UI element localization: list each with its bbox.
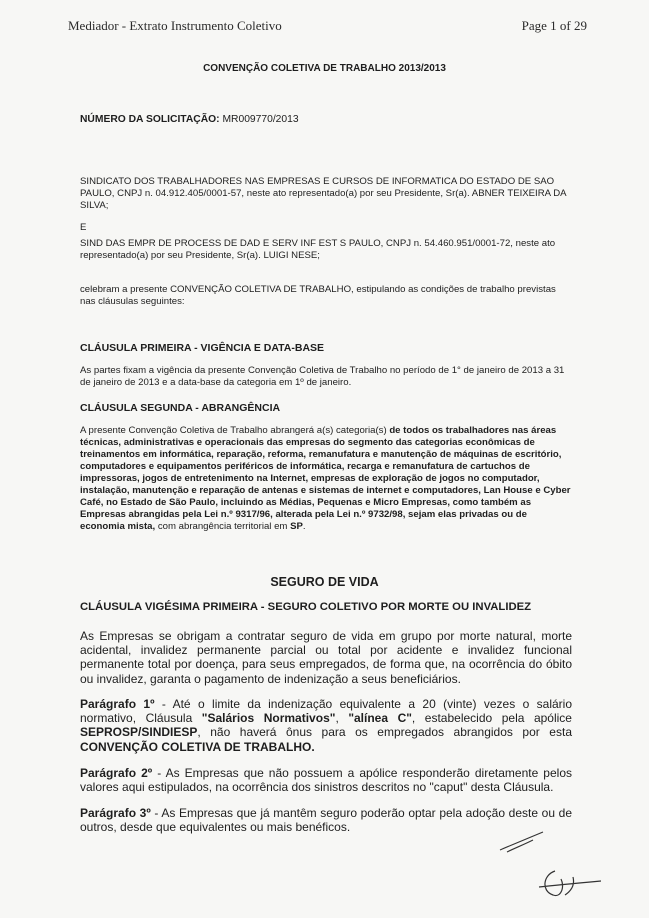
party-1	[80, 176, 572, 212]
page-counter: Page 1 of 29	[521, 18, 587, 33]
paragraph-3-label: Parágrafo 3º	[80, 806, 151, 820]
paragraph-3-text: - As Empresas que já mantêm seguro poderão optar pela adoção deste ou de outros, desde que equivalentes ou mais benéficos.	[80, 806, 572, 835]
clause-1-text: As partes fixam a vigência da presente Convenção Coletiva de Trabalho no período de 1° de janeiro de 2013 a 31 de janeiro de 2013 e a data-base da categoria em 1º de janeiro.	[80, 365, 565, 388]
paragraph-2-label: Parágrafo 2º	[80, 766, 153, 780]
intro	[80, 284, 572, 308]
clause-2-body	[80, 425, 572, 533]
paragraph-2-text: - As Empresas que não possuem a apólice responderão diretamente pelos valores aqui estipulados, na ocorrência dos sinistros descritos no "caput" desta Cláusula.	[80, 766, 572, 795]
signature-mark	[535, 865, 605, 905]
intro-text: celebram a presente CONVENÇÃO COLETIVA DE TRABALHO, estipulando as condições de trabalho previstas nas cláusulas seguintes:	[80, 284, 556, 307]
initials-mark	[497, 828, 547, 856]
paragraph-1-bold-d: CONVENÇÃO COLETIVA DE TRABALHO.	[80, 739, 315, 754]
clause-2-text	[80, 425, 572, 533]
paragraph-1-text-d: , não haverá ônus para os empregados abrangidos por esta	[197, 725, 572, 740]
paragraph-1-text-a: - Até o limite da indenização equivalente a 20 (vinte) vezes o salário normativo, Cláusula	[80, 697, 572, 726]
document-title: CONVENÇÃO COLETIVA DE TRABALHO 2013/2013	[203, 63, 446, 74]
clause-21-text: As Empresas se obrigam a contratar seguro de vida em grupo por morte natural, morte acidental, invalidez permanente parcial ou total por acidente e invalidez funcional permanente total por doença, para seus empregados, de forma que, na ocorrência do óbito ou invalidez, garanta o pagamento de indenização a seus beneficiários.	[80, 629, 572, 686]
clause-21-title: CLÁUSULA VIGÉSIMA PRIMEIRA - SEGURO COLETIVO POR MORTE OU INVALIDEZ	[80, 601, 532, 613]
paragraph-1	[80, 697, 572, 754]
paragraph-1-text-b: ,	[335, 711, 349, 726]
solicitation-label: NÚMERO DA SOLICITAÇÃO:	[80, 114, 220, 125]
paragraph-1-bold-b: "alínea C"	[348, 711, 412, 726]
clause-21	[80, 601, 572, 613]
party-1-text: SINDICATO DOS TRABALHADORES NAS EMPRESAS E CURSOS DE INFORMATICA DO ESTADO DE SAO PAULO, CNPJ n. 04.912.405/0001-57, neste ato representado(a) por seu Presidente, Sr(a). ABNER TEIXEIRA DA SILVA;	[80, 176, 566, 211]
clause-2-title: CLÁUSULA SEGUNDA - ABRANGÊNCIA	[80, 402, 281, 414]
party-2	[80, 238, 572, 262]
clause-21-body	[80, 629, 572, 686]
clause-2-text-end: SP	[290, 521, 303, 532]
paragraph-1-label: Parágrafo 1º	[80, 697, 155, 711]
clause-1-title: CLÁUSULA PRIMEIRA - VIGÊNCIA E DATA-BASE	[80, 342, 325, 354]
clause-2-text-mid: com abrangência territorial em	[155, 521, 291, 532]
clause-2	[80, 402, 572, 414]
header-title: Mediador - Extrato Instrumento Coletivo	[68, 18, 282, 33]
clause-2-text-start: A presente Convenção Coletiva de Trabalho abrangerá a(s) categoria(s)	[80, 425, 390, 436]
section-title: SEGURO DE VIDA	[270, 575, 379, 589]
clause-2-text-dot: .	[302, 521, 306, 532]
clause-1	[80, 342, 572, 354]
clause-2-text-bold: de todos os trabalhadores nas áreas técnicas, administrativas e operacionais das empresas do segmento das categorias econômicas de treinamentos em informática, reparação, reforma, remanufatura e manutenção de máquinas de escritório, computadores e equipamentos periféricos de informática, recarga e remanufatura de cartuchos de impressoras, jogos de entretenimento na Internet, empresas de exploração de jogos no computador, instalação, manutenção e reparação de antenas e sistemas de internet e computadores, Lan House e Cyber Café, no Estado de São Paulo, incluindo as Médias, Pequenas e Micro Empresas, como também as Empresas abrangidas pela Lei n.º 9317/96, alterada pela Lei n.º 9732/98, sejam elas privadas ou de economia mista,	[80, 425, 571, 532]
paragraph-1-bold-a: "Salários Normativos"	[201, 711, 336, 726]
solicitation-number	[80, 114, 572, 126]
solicitation-value: MR009770/2013	[222, 114, 299, 125]
party-2-text: SIND DAS EMPR DE PROCESS DE DAD E SERV INF EST S PAULO, CNPJ n. 54.460.951/0001-72, neste ato representado(a) por seu Presidente, Sr(a). LUIGI NESE;	[80, 238, 556, 261]
conjunction-text: E	[80, 222, 87, 233]
paragraph-1-bold-c: SEPROSP/SINDIESP	[80, 725, 198, 740]
clause-1-body	[80, 365, 572, 389]
conjunction	[80, 222, 572, 234]
paragraph-1-text-c: , estabelecido pela apólice	[411, 711, 572, 726]
paragraph-2	[80, 766, 572, 794]
